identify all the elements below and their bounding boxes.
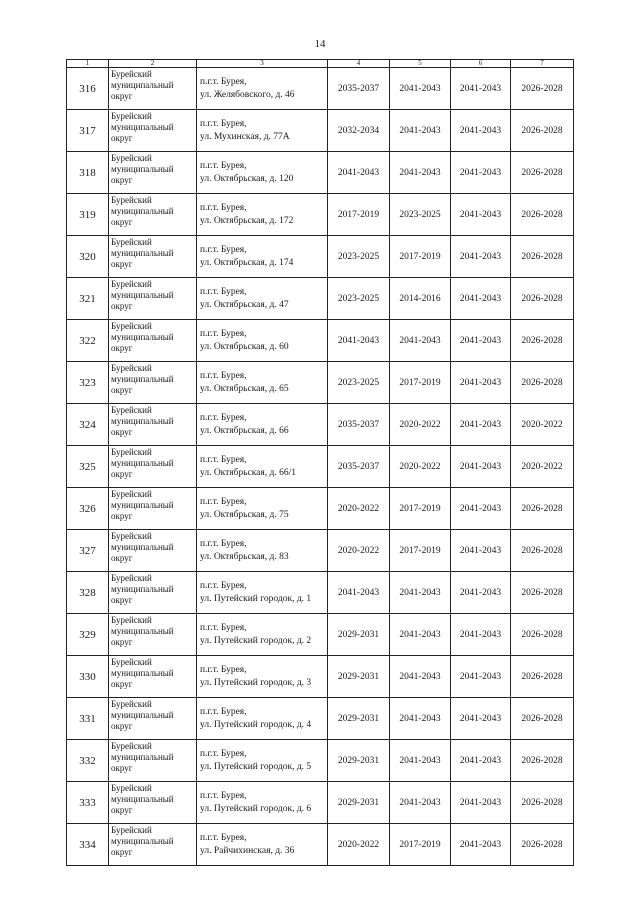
period-col-7: 2020-2022 <box>511 404 574 446</box>
municipality-cell <box>109 152 197 194</box>
address-cell <box>197 320 328 362</box>
period-col-7: 2026-2028 <box>511 320 574 362</box>
period-col-4: 2029-2031 <box>328 740 390 782</box>
period-col-7: 2026-2028 <box>511 824 574 866</box>
period-col-7: 2020-2022 <box>511 446 574 488</box>
table-row <box>67 782 574 824</box>
row-number: 330 <box>67 656 109 698</box>
period-col-4: 2029-2031 <box>328 614 390 656</box>
municipality-cell <box>109 446 197 488</box>
address-cell <box>197 530 328 572</box>
address-line: п.г.т. Бурея, <box>200 622 247 633</box>
row-number: 319 <box>67 194 109 236</box>
municipality-cell <box>109 740 197 782</box>
period-col-5: 2041-2043 <box>390 110 451 152</box>
table-row <box>67 488 574 530</box>
period-col-6: 2041-2043 <box>451 824 511 866</box>
row-number: 326 <box>67 488 109 530</box>
table-body <box>67 68 574 866</box>
period-col-4: 2020-2022 <box>328 488 390 530</box>
municipality-cell <box>109 530 197 572</box>
table-row <box>67 236 574 278</box>
address-cell <box>197 782 328 824</box>
period-col-5: 2017-2019 <box>390 488 451 530</box>
period-col-4: 2017-2019 <box>328 194 390 236</box>
period-col-7: 2026-2028 <box>511 656 574 698</box>
table-row <box>67 446 574 488</box>
row-number: 331 <box>67 698 109 740</box>
period-col-4: 2020-2022 <box>328 530 390 572</box>
period-col-7: 2026-2028 <box>511 110 574 152</box>
row-number: 334 <box>67 824 109 866</box>
row-number: 333 <box>67 782 109 824</box>
municipality-line: муниципальный <box>111 374 174 384</box>
row-number: 318 <box>67 152 109 194</box>
period-col-5: 2041-2043 <box>390 572 451 614</box>
address-line: ул. Октябрьская, д. 83 <box>200 551 289 562</box>
period-col-4: 2029-2031 <box>328 698 390 740</box>
address-line: п.г.т. Бурея, <box>200 790 247 801</box>
municipality-line: Бурейский <box>111 321 152 331</box>
municipality-line: округ <box>111 385 133 395</box>
period-col-6: 2041-2043 <box>451 194 511 236</box>
period-col-4: 2041-2043 <box>328 572 390 614</box>
period-col-5: 2020-2022 <box>390 404 451 446</box>
period-col-7: 2026-2028 <box>511 362 574 404</box>
period-col-5: 2041-2043 <box>390 740 451 782</box>
municipality-line: округ <box>111 763 133 773</box>
municipality-line: Бурейский <box>111 573 152 583</box>
municipality-cell <box>109 278 197 320</box>
row-number: 332 <box>67 740 109 782</box>
address-line: ул. Путейский городок, д. 2 <box>200 635 312 646</box>
table-row <box>67 278 574 320</box>
row-number: 329 <box>67 614 109 656</box>
period-col-6: 2041-2043 <box>451 152 511 194</box>
address-line: ул. Октябрьская, д. 47 <box>200 299 289 310</box>
period-col-7: 2026-2028 <box>511 278 574 320</box>
municipality-line: округ <box>111 427 133 437</box>
municipality-line: округ <box>111 91 133 101</box>
period-col-7: 2026-2028 <box>511 740 574 782</box>
period-col-7: 2026-2028 <box>511 236 574 278</box>
address-line: п.г.т. Бурея, <box>200 118 247 129</box>
municipality-line: Бурейский <box>111 783 152 793</box>
address-line: ул. Октябрьская, д. 65 <box>200 383 289 394</box>
municipality-line: муниципальный <box>111 164 174 174</box>
municipality-line: муниципальный <box>111 710 174 720</box>
municipality-line: муниципальный <box>111 626 174 636</box>
period-col-5: 2017-2019 <box>390 824 451 866</box>
housing-registry-table <box>66 59 574 866</box>
address-cell <box>197 194 328 236</box>
address-line: ул. Октябрьская, д. 75 <box>200 509 289 520</box>
municipality-line: муниципальный <box>111 290 174 300</box>
period-col-6: 2041-2043 <box>451 68 511 110</box>
row-number: 317 <box>67 110 109 152</box>
address-cell <box>197 572 328 614</box>
municipality-cell <box>109 824 197 866</box>
period-col-6: 2041-2043 <box>451 698 511 740</box>
address-line: ул. Путейский городок, д. 3 <box>200 677 312 688</box>
period-col-5: 2041-2043 <box>390 656 451 698</box>
period-col-4: 2041-2043 <box>328 320 390 362</box>
column-header: 5 <box>390 60 451 68</box>
period-col-6: 2041-2043 <box>451 782 511 824</box>
municipality-line: Бурейский <box>111 405 152 415</box>
address-line: ул. Октябрьская, д. 66 <box>200 425 289 436</box>
municipality-line: муниципальный <box>111 206 174 216</box>
address-line: ул. Путейский городок, д. 5 <box>200 761 312 772</box>
municipality-cell <box>109 782 197 824</box>
municipality-line: округ <box>111 679 133 689</box>
period-col-4: 2035-2037 <box>328 68 390 110</box>
column-header: 3 <box>197 60 328 68</box>
period-col-7: 2026-2028 <box>511 530 574 572</box>
address-cell <box>197 446 328 488</box>
municipality-cell <box>109 656 197 698</box>
municipality-line: муниципальный <box>111 794 174 804</box>
period-col-6: 2041-2043 <box>451 320 511 362</box>
period-col-5: 2041-2043 <box>390 614 451 656</box>
address-line: ул. Райчихинская, д. 36 <box>200 845 295 856</box>
row-number: 324 <box>67 404 109 446</box>
period-col-6: 2041-2043 <box>451 530 511 572</box>
address-line: п.г.т. Бурея, <box>200 328 247 339</box>
period-col-7: 2026-2028 <box>511 68 574 110</box>
period-col-6: 2041-2043 <box>451 740 511 782</box>
municipality-line: округ <box>111 217 133 227</box>
period-col-6: 2041-2043 <box>451 614 511 656</box>
row-number: 321 <box>67 278 109 320</box>
municipality-line: муниципальный <box>111 458 174 468</box>
period-col-7: 2026-2028 <box>511 488 574 530</box>
period-col-7: 2026-2028 <box>511 194 574 236</box>
address-line: п.г.т. Бурея, <box>200 538 247 549</box>
municipality-line: округ <box>111 133 133 143</box>
period-col-5: 2041-2043 <box>390 320 451 362</box>
municipality-cell <box>109 614 197 656</box>
period-col-5: 2017-2019 <box>390 236 451 278</box>
row-number: 327 <box>67 530 109 572</box>
row-number: 316 <box>67 68 109 110</box>
municipality-line: округ <box>111 301 133 311</box>
municipality-cell <box>109 236 197 278</box>
address-line: п.г.т. Бурея, <box>200 748 247 759</box>
address-line: ул. Октябрьская, д. 172 <box>200 215 294 226</box>
address-cell <box>197 404 328 446</box>
period-col-4: 2035-2037 <box>328 404 390 446</box>
municipality-line: муниципальный <box>111 542 174 552</box>
period-col-6: 2041-2043 <box>451 572 511 614</box>
period-col-5: 2041-2043 <box>390 152 451 194</box>
address-cell <box>197 614 328 656</box>
period-col-7: 2026-2028 <box>511 572 574 614</box>
table-row <box>67 572 574 614</box>
address-line: п.г.т. Бурея, <box>200 412 247 423</box>
period-col-5: 2017-2019 <box>390 362 451 404</box>
period-col-6: 2041-2043 <box>451 236 511 278</box>
municipality-line: Бурейский <box>111 111 152 121</box>
period-col-4: 2023-2025 <box>328 236 390 278</box>
municipality-cell <box>109 68 197 110</box>
municipality-line: округ <box>111 805 133 815</box>
address-cell <box>197 110 328 152</box>
municipality-line: муниципальный <box>111 584 174 594</box>
address-cell <box>197 488 328 530</box>
table-row <box>67 530 574 572</box>
period-col-5: 2020-2022 <box>390 446 451 488</box>
address-line: ул. Октябрьская, д. 66/1 <box>200 467 296 478</box>
period-col-7: 2026-2028 <box>511 614 574 656</box>
address-line: ул. Мухинская, д. 77А <box>200 131 290 142</box>
municipality-line: Бурейский <box>111 825 152 835</box>
municipality-line: муниципальный <box>111 248 174 258</box>
column-header: 4 <box>328 60 390 68</box>
table-row <box>67 656 574 698</box>
address-cell <box>197 68 328 110</box>
municipality-line: округ <box>111 637 133 647</box>
address-cell <box>197 824 328 866</box>
period-col-5: 2023-2025 <box>390 194 451 236</box>
address-line: ул. Путейский городок, д. 4 <box>200 719 312 730</box>
column-header: 6 <box>451 60 511 68</box>
address-cell <box>197 698 328 740</box>
period-col-6: 2041-2043 <box>451 404 511 446</box>
address-line: ул. Октябрьская, д. 60 <box>200 341 289 352</box>
period-col-6: 2041-2043 <box>451 446 511 488</box>
address-line: ул. Желябовского, д. 46 <box>200 89 295 100</box>
address-line: ул. Путейский городок, д. 6 <box>200 803 312 814</box>
period-col-5: 2041-2043 <box>390 68 451 110</box>
period-col-6: 2041-2043 <box>451 278 511 320</box>
period-col-7: 2026-2028 <box>511 782 574 824</box>
period-col-5: 2014-2016 <box>390 278 451 320</box>
municipality-cell <box>109 404 197 446</box>
municipality-cell <box>109 320 197 362</box>
column-header: 7 <box>511 60 574 68</box>
municipality-line: округ <box>111 553 133 563</box>
period-col-4: 2023-2025 <box>328 278 390 320</box>
table-row <box>67 152 574 194</box>
address-line: п.г.т. Бурея, <box>200 160 247 171</box>
municipality-line: Бурейский <box>111 699 152 709</box>
table-row <box>67 68 574 110</box>
table-row <box>67 362 574 404</box>
row-number: 328 <box>67 572 109 614</box>
municipality-line: округ <box>111 259 133 269</box>
municipality-line: Бурейский <box>111 741 152 751</box>
period-col-6: 2041-2043 <box>451 656 511 698</box>
address-line: п.г.т. Бурея, <box>200 580 247 591</box>
table-row <box>67 320 574 362</box>
municipality-line: муниципальный <box>111 836 174 846</box>
table-header-row <box>67 60 574 68</box>
municipality-line: Бурейский <box>111 489 152 499</box>
table-row <box>67 698 574 740</box>
period-col-6: 2041-2043 <box>451 488 511 530</box>
address-line: п.г.т. Бурея, <box>200 496 247 507</box>
municipality-line: Бурейский <box>111 615 152 625</box>
municipality-line: Бурейский <box>111 153 152 163</box>
municipality-line: округ <box>111 511 133 521</box>
address-line: ул. Октябрьская, д. 174 <box>200 257 294 268</box>
table-row <box>67 614 574 656</box>
address-line: ул. Октябрьская, д. 120 <box>200 173 294 184</box>
address-cell <box>197 656 328 698</box>
period-col-5: 2041-2043 <box>390 698 451 740</box>
address-line: п.г.т. Бурея, <box>200 454 247 465</box>
municipality-cell <box>109 194 197 236</box>
period-col-6: 2041-2043 <box>451 362 511 404</box>
municipality-line: Бурейский <box>111 195 152 205</box>
row-number: 325 <box>67 446 109 488</box>
municipality-line: округ <box>111 343 133 353</box>
municipality-cell <box>109 698 197 740</box>
period-col-7: 2026-2028 <box>511 698 574 740</box>
table-row <box>67 404 574 446</box>
municipality-line: Бурейский <box>111 237 152 247</box>
address-line: п.г.т. Бурея, <box>200 832 247 843</box>
address-line: п.г.т. Бурея, <box>200 370 247 381</box>
municipality-line: округ <box>111 595 133 605</box>
table-row <box>67 194 574 236</box>
municipality-line: округ <box>111 721 133 731</box>
address-line: п.г.т. Бурея, <box>200 286 247 297</box>
address-cell <box>197 740 328 782</box>
period-col-4: 2029-2031 <box>328 782 390 824</box>
municipality-cell <box>109 110 197 152</box>
municipality-line: муниципальный <box>111 122 174 132</box>
municipality-line: муниципальный <box>111 668 174 678</box>
address-cell <box>197 152 328 194</box>
municipality-cell <box>109 362 197 404</box>
period-col-4: 2020-2022 <box>328 824 390 866</box>
municipality-line: муниципальный <box>111 752 174 762</box>
municipality-cell <box>109 488 197 530</box>
municipality-line: округ <box>111 175 133 185</box>
municipality-line: муниципальный <box>111 416 174 426</box>
row-number: 323 <box>67 362 109 404</box>
municipality-line: муниципальный <box>111 80 174 90</box>
period-col-5: 2017-2019 <box>390 530 451 572</box>
period-col-4: 2032-2034 <box>328 110 390 152</box>
table-row <box>67 824 574 866</box>
address-line: п.г.т. Бурея, <box>200 706 247 717</box>
address-line: п.г.т. Бурея, <box>200 664 247 675</box>
address-line: п.г.т. Бурея, <box>200 244 247 255</box>
period-col-4: 2035-2037 <box>328 446 390 488</box>
address-line: ул. Путейский городок, д. 1 <box>200 593 312 604</box>
period-col-7: 2026-2028 <box>511 152 574 194</box>
table-row <box>67 740 574 782</box>
municipality-line: округ <box>111 469 133 479</box>
address-cell <box>197 236 328 278</box>
municipality-line: Бурейский <box>111 657 152 667</box>
municipality-line: Бурейский <box>111 279 152 289</box>
municipality-line: Бурейский <box>111 447 152 457</box>
address-cell <box>197 362 328 404</box>
period-col-5: 2041-2043 <box>390 782 451 824</box>
municipality-line: муниципальный <box>111 332 174 342</box>
municipality-line: муниципальный <box>111 500 174 510</box>
municipality-line: округ <box>111 847 133 857</box>
table-row <box>67 110 574 152</box>
municipality-line: Бурейский <box>111 531 152 541</box>
row-number: 322 <box>67 320 109 362</box>
address-line: п.г.т. Бурея, <box>200 76 247 87</box>
period-col-6: 2041-2043 <box>451 110 511 152</box>
page-number: 14 <box>314 38 326 50</box>
column-header: 1 <box>67 60 109 68</box>
address-line: п.г.т. Бурея, <box>200 202 247 213</box>
municipality-line: Бурейский <box>111 363 152 373</box>
period-col-4: 2041-2043 <box>328 152 390 194</box>
period-col-4: 2023-2025 <box>328 362 390 404</box>
column-header: 2 <box>109 60 197 68</box>
row-number: 320 <box>67 236 109 278</box>
municipality-line: Бурейский <box>111 69 152 79</box>
address-cell <box>197 278 328 320</box>
period-col-4: 2029-2031 <box>328 656 390 698</box>
municipality-cell <box>109 572 197 614</box>
